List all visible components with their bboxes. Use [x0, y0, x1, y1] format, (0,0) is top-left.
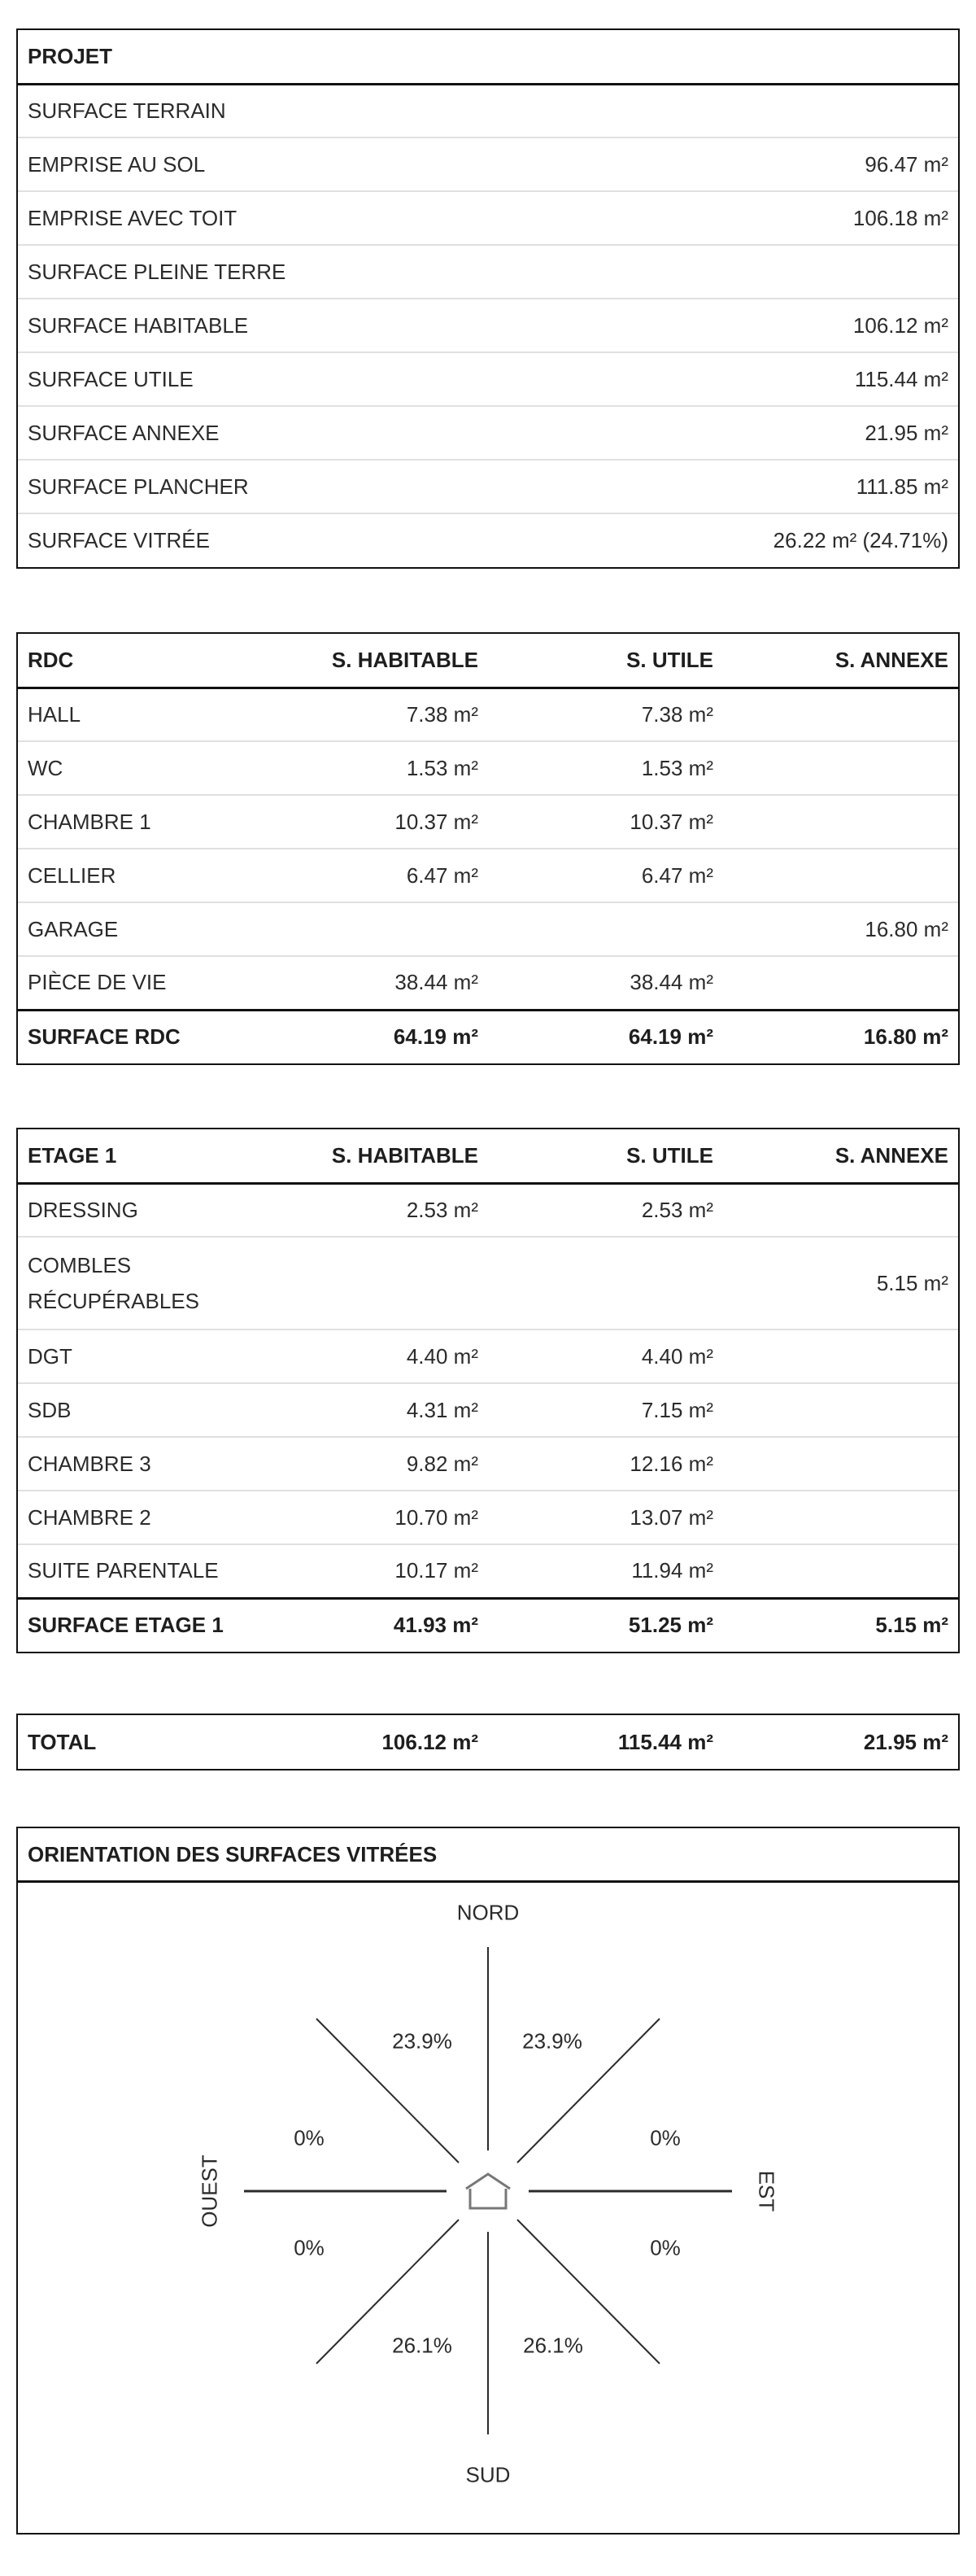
annexe-value [723, 1329, 958, 1383]
habitable-value: 38.44 m² [253, 956, 488, 1010]
table-row [18, 741, 958, 795]
room-name: WC [18, 741, 253, 795]
utile-value: 11.94 m² [488, 1544, 723, 1598]
total-utile: 115.44 m² [617, 1729, 713, 1754]
sector-wsw-percent: 0% [294, 2235, 325, 2260]
row-value: 96.47 m² [488, 138, 958, 191]
room-name: CELLIER [18, 849, 253, 902]
subtotal-annexe: 16.80 m² [723, 1010, 958, 1063]
row-value: 106.18 m² [488, 191, 958, 245]
sector-ese-percent: 0% [650, 2235, 681, 2260]
subtotal-label: SURFACE ETAGE 1 [18, 1598, 253, 1652]
direction-north-label: NORD [456, 1900, 520, 1925]
subtotal-habitable: 64.19 m² [253, 1010, 488, 1063]
habitable-value: 1.53 m² [253, 741, 488, 795]
row-value: 106.12 m² [488, 299, 958, 352]
table-row [18, 1237, 958, 1329]
habitable-value: 10.70 m² [253, 1491, 488, 1544]
column-header-habitable: S. HABITABLE [253, 634, 488, 688]
table-header-row [18, 634, 958, 688]
projet-title: PROJET [18, 30, 958, 84]
table-row [18, 460, 958, 513]
habitable-value: 7.38 m² [253, 688, 488, 741]
room-name: CHAMBRE 1 [18, 795, 253, 849]
utile-value [488, 902, 723, 956]
table-header-row [18, 30, 958, 84]
column-header-utile: S. UTILE [488, 1129, 723, 1183]
row-label: SURFACE ANNEXE [18, 406, 488, 460]
total-row [18, 1715, 958, 1769]
utile-value: 7.38 m² [488, 688, 723, 741]
habitable-value: 6.47 m² [253, 849, 488, 902]
sector-ene-percent: 0% [650, 2125, 681, 2150]
direction-east-label: EST [754, 2170, 779, 2212]
room-name: CHAMBRE 3 [18, 1437, 253, 1491]
projet-table [16, 28, 960, 569]
row-value [488, 245, 958, 299]
table-row [18, 84, 958, 138]
table-row [18, 956, 958, 1010]
row-label: SURFACE UTILE [18, 352, 488, 406]
row-label: EMPRISE AU SOL [18, 138, 488, 191]
row-value: 26.22 m² (24.71%) [773, 528, 948, 552]
annexe-value [723, 688, 958, 741]
annexe-value [723, 741, 958, 795]
table-row [18, 406, 958, 460]
utile-value: 7.15 m² [488, 1383, 723, 1437]
room-name: PIÈCE DE VIE [18, 956, 253, 1010]
table-row [18, 902, 958, 956]
column-header-utile: S. UTILE [488, 634, 723, 688]
annexe-value [723, 1544, 958, 1598]
subtotal-habitable: 41.93 m² [253, 1598, 488, 1652]
utile-value: 10.37 m² [488, 795, 723, 849]
column-header-level: ETAGE 1 [18, 1129, 253, 1183]
utile-value: 38.44 m² [488, 956, 723, 1010]
room-name: DRESSING [18, 1183, 253, 1237]
direction-west-label: OUEST [197, 2155, 222, 2228]
subtotal-label: SURFACE RDC [18, 1010, 253, 1063]
habitable-value: 9.82 m² [253, 1437, 488, 1491]
room-name: DGT [18, 1329, 253, 1383]
table-row [18, 191, 958, 245]
annexe-value [723, 956, 958, 1010]
table-row [18, 1544, 958, 1598]
subtotal-row [18, 1598, 958, 1652]
room-name: GARAGE [18, 902, 253, 956]
row-label: EMPRISE AVEC TOIT [18, 191, 488, 245]
column-header-level: RDC [18, 634, 253, 688]
row-label: SURFACE HABITABLE [18, 299, 488, 352]
total-habitable: 106.12 m² [381, 1729, 478, 1754]
subtotal-row [18, 1010, 958, 1063]
table-row [18, 352, 958, 406]
row-label: SURFACE VITRÉE [28, 528, 210, 552]
table-row [18, 1383, 958, 1437]
table-row [18, 1491, 958, 1544]
table-row [18, 138, 958, 191]
habitable-value: 10.17 m² [253, 1544, 488, 1598]
row-value: 115.44 m² [488, 352, 958, 406]
utile-value: 2.53 m² [488, 1183, 723, 1237]
total-label: TOTAL [28, 1729, 97, 1754]
rdc-table [16, 632, 960, 1065]
table-row [18, 795, 958, 849]
row-label: SURFACE PLEINE TERRE [18, 245, 488, 299]
orientation-title: ORIENTATION DES SURFACES VITRÉES [18, 1828, 958, 1883]
subtotal-annexe: 5.15 m² [723, 1598, 958, 1652]
table-row [18, 688, 958, 741]
sector-wnw-percent: 0% [294, 2125, 325, 2150]
sector-ssw-percent: 26.1% [392, 2333, 452, 2358]
room-name: CHAMBRE 2 [18, 1491, 253, 1544]
utile-value: 1.53 m² [488, 741, 723, 795]
utile-value [488, 1237, 723, 1329]
habitable-value [253, 902, 488, 956]
direction-south-label: SUD [465, 2462, 511, 2487]
room-name: SUITE PARENTALE [18, 1544, 253, 1598]
room-name: HALL [18, 688, 253, 741]
row-value: 111.85 m² [488, 460, 958, 513]
annexe-value: 16.80 m² [723, 902, 958, 956]
total-table [16, 1714, 960, 1770]
subtotal-utile: 51.25 m² [488, 1598, 723, 1652]
annexe-value [723, 1437, 958, 1491]
annexe-value [723, 1383, 958, 1437]
table-row [18, 513, 958, 567]
row-label: SURFACE TERRAIN [18, 84, 488, 138]
subtotal-utile: 64.19 m² [488, 1010, 723, 1063]
room-name: SDB [18, 1383, 253, 1437]
total-annexe: 21.95 m² [863, 1729, 948, 1754]
row-value [488, 84, 958, 138]
utile-value: 6.47 m² [488, 849, 723, 902]
row-value: 21.95 m² [488, 406, 958, 460]
annexe-value [723, 849, 958, 902]
annexe-value [723, 1183, 958, 1237]
sector-sse-percent: 26.1% [523, 2333, 583, 2358]
habitable-value: 4.31 m² [253, 1383, 488, 1437]
orientation-panel [16, 1827, 960, 2535]
table-row [18, 1183, 958, 1237]
table-row [18, 1437, 958, 1491]
utile-value: 13.07 m² [488, 1491, 723, 1544]
habitable-value: 2.53 m² [253, 1183, 488, 1237]
table-row [18, 245, 958, 299]
column-header-annexe: S. ANNEXE [723, 634, 958, 688]
annexe-value [723, 795, 958, 849]
etage1-table [16, 1128, 960, 1653]
row-label: SURFACE PLANCHER [18, 460, 488, 513]
table-header-row [18, 1129, 958, 1183]
column-header-habitable: S. HABITABLE [253, 1129, 488, 1183]
annexe-value [723, 1491, 958, 1544]
table-row [18, 1329, 958, 1383]
habitable-value: 10.37 m² [253, 795, 488, 849]
sector-nnw-percent: 23.9% [392, 2028, 452, 2054]
annexe-value: 5.15 m² [723, 1237, 958, 1329]
utile-value: 12.16 m² [488, 1437, 723, 1491]
room-name: COMBLES RÉCUPÉRABLES [18, 1237, 253, 1329]
habitable-value [253, 1237, 488, 1329]
table-row [18, 299, 958, 352]
table-row [18, 849, 958, 902]
sector-nne-percent: 23.9% [522, 2028, 582, 2054]
habitable-value: 4.40 m² [253, 1329, 488, 1383]
column-header-annexe: S. ANNEXE [723, 1129, 958, 1183]
utile-value: 4.40 m² [488, 1329, 723, 1383]
